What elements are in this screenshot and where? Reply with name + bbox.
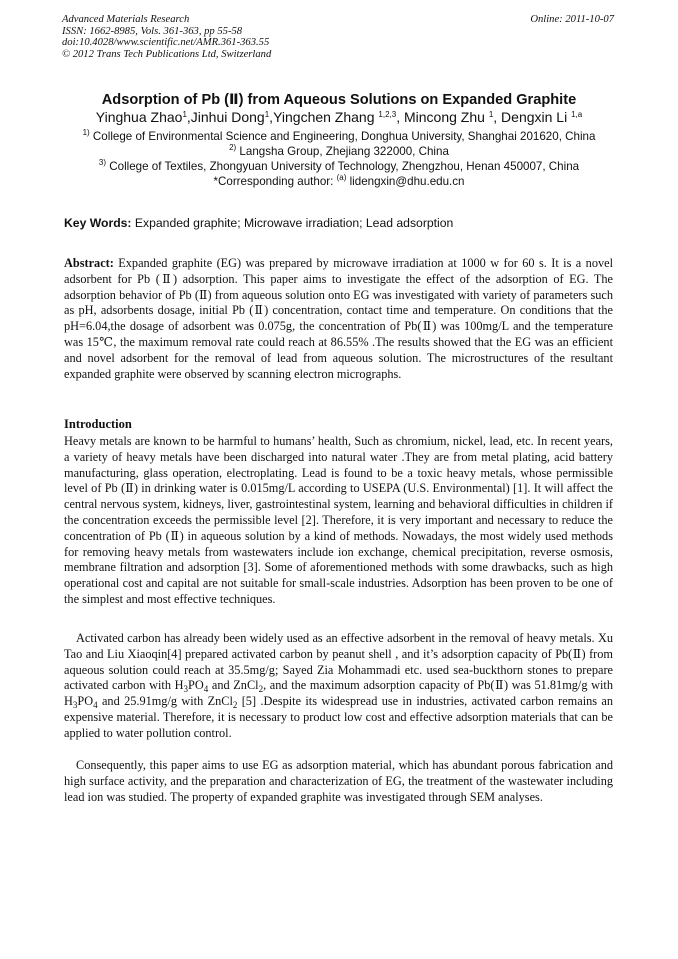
keywords-text: Expanded graphite; Microwave irradiation; Lead adsorption (131, 216, 454, 230)
author-name: Jinhui Dong (190, 109, 265, 125)
journal-header (62, 14, 614, 60)
online-date: Online: 2011-10-07 (530, 14, 614, 25)
paragraph: Activated carbon has already been widely used as an effective adsorbent in the removal of heavy metals. Xu Tao and Liu Xiaoqin[4] prepared activated carbon by peanut shell , and it’s adsorption capacity of Pb(Ⅱ) from aqueous solution could reach at 35.5mg/g; Sayed Zia Mohammadi etc. used sea-buckthorn stones to prepare activated carbon with $H_3PO_4$ and ZnCl$_2$, and the maximum adsorption capacity of Pb(Ⅱ) was 51.81mg/g with $H_3PO_4$ and 25.91mg/g with ZnCl$_2$ [5] .Despite its widespread use in industries, activated carbon remains an expensive material. Therefore, it is necessary to product low cost and effective adsorption materials that can be applied to water pollution control. (64, 631, 613, 740)
author-affil-mark: 1 (182, 110, 187, 119)
copyright-line: © 2012 Trans Tech Publications Ltd, Switzerland (62, 48, 272, 60)
author-affil-mark: 1 (488, 110, 494, 119)
doi-line: doi:10.4028/www.scientific.net/AMR.361-363.55 (62, 37, 270, 49)
author-list: Yinghua Zhao$^1$,Jinhui Dong$^1$,Yingchen Zhang $^{1,2,3}$, Mincong Zhu $^1$, Dengxin Li $^{1,a}$ (95, 109, 583, 125)
section-heading: Introduction (64, 417, 132, 431)
abstract-label: Abstract: (64, 256, 114, 270)
author-affil-mark: 1,2,3 (378, 110, 397, 119)
author-name: Yingchen Zhang (273, 109, 379, 125)
affiliation-line: $^{3)}$ College of Textiles, Zhongyuan University of Technology, Zhengzhou, Henan 450007, China (98, 158, 580, 173)
author-name: Mincong Zhu (403, 109, 489, 125)
keywords-label: Key Words: (64, 216, 132, 230)
paragraph: Heavy metals are known to be harmful to humans’ health, Such as chromium, nickel, lead, etc. In recent years, a variety of heavy metals have been discharged into natural water .They are from metal plating, acid battery manufacturing, glass operation, electroplating. Lead is found to be a toxic heavy metals, whose permissible level of Pb (Ⅱ) in drinking water is 0.015mg/L according to USEPA (U.S. Environmental) [1]. It will affect the central nervous system, kidneys, liver, gastrointestinal system, learning and behavioral difficulties in children if the concentration exceeds the permissible level [2]. Therefore, it is very important and necessary to reduce the concentration of Pb (Ⅱ) in aqueous solution by a kind of methods. Nowadays, the most widely used methods for removing heavy metals from wastewaters include ion exchange, chemical precipitation, reverse osmosis, membrane filtration and adsorption [3]. Some of aforementioned methods with some drawbacks, such as high operational cost and capital are not suitable for small-scale industries. Adsorption has been proven to be one of the simplest and most effective techniques. (64, 434, 613, 606)
affiliation-line: $^{1)}$ College of Environmental Science and Engineering, Donghua University, Shanghai 201620, China (82, 128, 596, 143)
author-name: Yinghua Zhao (95, 109, 183, 125)
paper-title: Adsorption of Pb (Ⅱ) from Aqueous Solutions on Expanded Graphite (101, 92, 577, 108)
corresponding-author: *Corresponding author: $^{(a)}$ lidengxin@dhu.edu.cn (213, 173, 465, 188)
abstract (64, 256, 613, 382)
paragraph: Consequently, this paper aims to use EG as adsorption material, which has abundant porous fabrication and high surface activity, and the preparation and characterization of EG, the treatment of the wastewater including lead ion was studied. The property of expanded graphite was investigated through SEM analyses. (64, 758, 613, 804)
author-affil-mark: 1,a (571, 110, 583, 119)
issn-line: ISSN: 1662-8985, Vols. 361-363, pp 55-58 (62, 25, 243, 37)
affiliation-line: $^{2)}$ Langsha Group, Zhejiang 322000, China (229, 143, 449, 158)
abstract-text: Expanded graphite (EG) was prepared by microwave irradiation at 1000 w for 60 s. It is a novel adsorbent for Pb (Ⅱ) adsorption. This paper aims to investigate the effect of the adsorption of EG. The adsorption behavior of Pb (Ⅱ) from aqueous solution onto EG was investigated with variety of parameters such as pH, adsorbents dosage, initial Pb (Ⅱ) concentration, contact time and temperature. On conditions that the pH=6.04,the dosage of adsorbent was 0.075g, the concentration of Pb(Ⅱ) was 100mg/L and the temperature was 15℃, the maximum removal rate could reach at 86.55% .The results showed that the EG was an efficient and novel adsorbent for the removal of lead from aqueous solution. The microstructures of the resultant expanded graphite were observed by scanning electron micrographs. (64, 256, 613, 381)
affiliations (0, 129, 678, 189)
keywords (64, 216, 453, 230)
author-affil-mark: 1 (264, 110, 270, 119)
author-email: lidengxin@dhu.edu.cn (346, 175, 465, 188)
journal-name: Advanced Materials Research (62, 14, 190, 25)
author-name: Dengxin Li (501, 109, 572, 125)
